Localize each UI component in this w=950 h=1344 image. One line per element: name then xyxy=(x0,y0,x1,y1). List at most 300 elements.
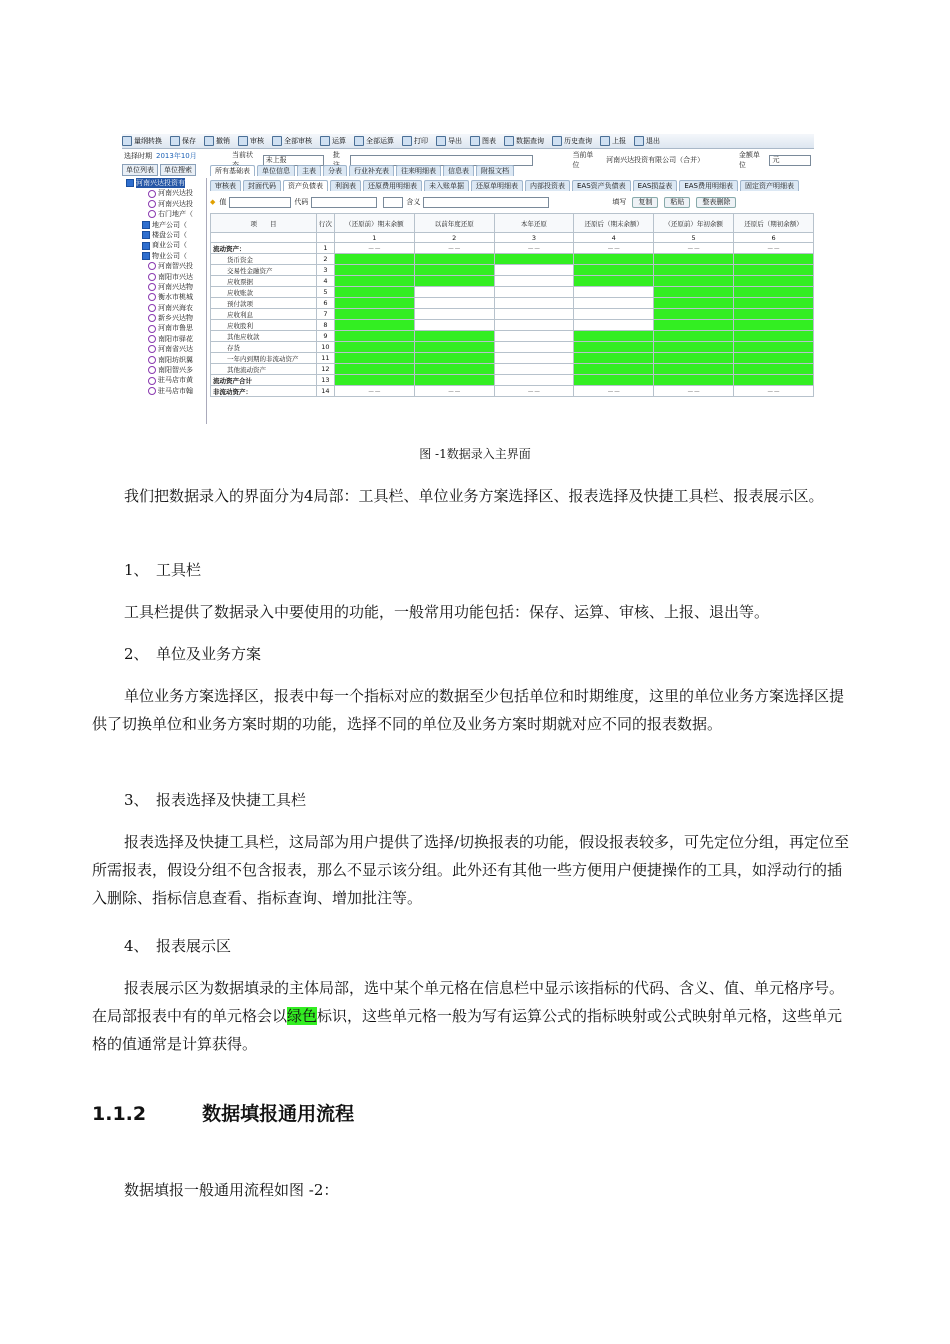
section-unit-plan: 2、 单位及业务方案 xyxy=(124,645,262,663)
grid-cell[interactable] xyxy=(574,254,654,265)
row-label[interactable]: 非流动资产： xyxy=(211,386,317,397)
green-highlight: 绿色 xyxy=(287,1007,318,1025)
row-label[interactable]: 存货 xyxy=(211,342,317,353)
row-label[interactable]: 流动资产： xyxy=(211,243,317,254)
grid-cell[interactable] xyxy=(574,309,654,320)
grid-number-cell[interactable] xyxy=(211,233,317,243)
row-number[interactable]: 5 xyxy=(316,287,334,298)
grid-cell[interactable] xyxy=(654,298,734,309)
note-field[interactable] xyxy=(350,155,534,166)
toolbar xyxy=(122,134,814,149)
grid-cell[interactable] xyxy=(414,309,494,320)
group-icon xyxy=(142,231,150,239)
grid-cell[interactable] xyxy=(334,342,414,353)
report-tab[interactable]: 封面代码 xyxy=(243,180,281,191)
tree-item[interactable] xyxy=(122,334,206,344)
paragraph-report-display xyxy=(92,974,852,1058)
grid-cell[interactable] xyxy=(734,265,814,276)
row-number[interactable]: 4 xyxy=(316,276,334,287)
grid-cell[interactable] xyxy=(654,353,734,364)
tree-label: 河南兴达投 xyxy=(158,189,193,198)
tree-item[interactable] xyxy=(122,292,206,302)
tree-item[interactable] xyxy=(122,386,206,396)
toolbar-button[interactable] xyxy=(634,136,660,146)
row-label[interactable]: 其他流动资产 xyxy=(211,364,317,375)
report-tab[interactable]: 行业补充表 xyxy=(349,165,394,176)
figure-caption: 图 -1数据录入主界面 xyxy=(419,447,531,461)
p5-text-a: 报表展示区为数据填录的主体局部，选中某个单元格在信息栏中显示该指标的代码、含义、值、单元格序号。在局部报表中有的单元格会以 xyxy=(92,979,845,1025)
grid-cell[interactable]: －－ xyxy=(494,243,574,254)
row-number[interactable]: 3 xyxy=(316,265,334,276)
report-tab[interactable]: 单位信息 xyxy=(257,165,295,176)
grid-cell[interactable] xyxy=(574,276,654,287)
grid-header-cell[interactable]: 本年还原 xyxy=(494,214,574,233)
grid-cell[interactable] xyxy=(654,375,734,386)
tree-label: 南阳坊织翼 xyxy=(158,355,193,364)
group-icon xyxy=(142,252,150,260)
grid-cell[interactable] xyxy=(334,309,414,320)
table-row xyxy=(211,276,814,287)
tree-item[interactable] xyxy=(122,220,206,230)
toolbar-icon xyxy=(320,136,330,146)
grid-cell[interactable] xyxy=(654,265,734,276)
toolbar-label: 撤销 xyxy=(216,137,230,145)
grid-header-cell[interactable]: 行次 xyxy=(316,214,334,233)
toolbar-label: 量纲转换 xyxy=(134,137,162,145)
grid-cell[interactable]: －－ xyxy=(654,243,734,254)
grid-cell[interactable] xyxy=(414,254,494,265)
grid-cell[interactable] xyxy=(654,276,734,287)
grid-header-cell[interactable]: （还原前）年初余额 xyxy=(654,214,734,233)
table-row xyxy=(211,353,814,364)
tree-item[interactable] xyxy=(122,240,206,250)
grid-cell[interactable] xyxy=(734,342,814,353)
tree-label: 南阳市兴达 xyxy=(158,272,193,281)
grid-cell[interactable]: －－ xyxy=(414,386,494,397)
toolbar-button[interactable] xyxy=(402,136,428,146)
code-label: 代码 xyxy=(294,198,309,206)
report-tab[interactable]: EAS资产负债表 xyxy=(572,180,631,191)
unit-icon xyxy=(148,273,156,281)
tree-item[interactable] xyxy=(122,323,206,333)
grid-cell[interactable] xyxy=(334,375,414,386)
toolbar-icon xyxy=(470,136,480,146)
status-label: 当前状 xyxy=(232,151,253,159)
grid-cell[interactable]: －－ xyxy=(414,243,494,254)
status-field[interactable]: 未上报 xyxy=(263,155,324,166)
toolbar-icon xyxy=(436,136,446,146)
grid-cell[interactable] xyxy=(414,375,494,386)
row-number[interactable]: 7 xyxy=(316,309,334,320)
unit-icon xyxy=(148,262,156,270)
tree-item[interactable] xyxy=(122,375,206,385)
grid-cell[interactable] xyxy=(654,287,734,298)
toolbar-label: 审核 xyxy=(250,137,264,145)
left-tabs xyxy=(122,164,206,176)
grid-cell[interactable] xyxy=(734,287,814,298)
grid-cell[interactable] xyxy=(734,309,814,320)
row-label[interactable]: 应收账款 xyxy=(211,287,317,298)
grid-cell[interactable] xyxy=(334,353,414,364)
code-field[interactable] xyxy=(311,197,377,208)
report-tab[interactable]: 还原费用明细表 xyxy=(363,180,422,191)
grid-header-cell[interactable]: 以前年度还原 xyxy=(414,214,494,233)
grid-cell[interactable] xyxy=(334,364,414,375)
tree-label: 河南兴达投 xyxy=(158,199,193,208)
value-label: 值 xyxy=(219,198,227,206)
toolbar-label: 运算 xyxy=(332,137,346,145)
paste-button[interactable]: 粘贴 xyxy=(664,197,690,208)
group-icon xyxy=(142,221,150,229)
toolbar-icon xyxy=(170,136,180,146)
grid-header-row xyxy=(211,214,814,233)
grid-cell[interactable] xyxy=(734,331,814,342)
grid-cell[interactable] xyxy=(334,320,414,331)
unit-icon xyxy=(148,210,156,218)
tree-label: 南阳市驿花 xyxy=(158,334,193,343)
toolbar-button[interactable] xyxy=(122,136,162,146)
grid-cell[interactable] xyxy=(414,342,494,353)
grid-cell[interactable] xyxy=(334,276,414,287)
tree-label: 河南智兴投 xyxy=(158,262,193,271)
grid-cell[interactable] xyxy=(414,276,494,287)
report-tab[interactable]: 审核表 xyxy=(210,180,241,191)
grid-cell[interactable] xyxy=(734,276,814,287)
toolbar-icon xyxy=(238,136,248,146)
table-row xyxy=(211,298,814,309)
grid-number-cell[interactable]: 4 xyxy=(574,233,654,243)
report-tab[interactable]: 内部投资表 xyxy=(525,180,570,191)
grid-cell[interactable] xyxy=(414,320,494,331)
row-number[interactable]: 12 xyxy=(316,364,334,375)
value-field[interactable] xyxy=(229,197,291,208)
grid-cell[interactable] xyxy=(334,331,414,342)
grid-cell[interactable] xyxy=(574,375,654,386)
copy-button[interactable]: 复制 xyxy=(632,197,658,208)
toolbar-button[interactable] xyxy=(170,136,196,146)
grid-cell[interactable] xyxy=(654,364,734,375)
period-value[interactable]: 2013年10月 xyxy=(156,152,197,160)
grid-cell[interactable] xyxy=(574,298,654,309)
toolbar-button[interactable] xyxy=(504,136,544,146)
note-label: 批 xyxy=(332,151,340,159)
unit-label: 当前单位 xyxy=(572,151,594,169)
grid-cell[interactable] xyxy=(734,298,814,309)
tree-label: 右门地产（ xyxy=(158,210,193,219)
toolbar-label: 上报 xyxy=(612,137,626,145)
paragraph-toolbar: 工具栏提供了数据录入中要使用的功能，一般常用功能包括：保存、运算、审核、上报、退出等。 xyxy=(124,603,770,621)
period-label: 选择时期 xyxy=(124,152,152,160)
table-row xyxy=(211,287,814,298)
table-row xyxy=(211,320,814,331)
row-number[interactable]: 2 xyxy=(316,254,334,265)
grid-cell[interactable] xyxy=(494,320,574,331)
table-row xyxy=(211,309,814,320)
grid-cell[interactable] xyxy=(334,287,414,298)
group-icon xyxy=(142,242,150,250)
report-tab[interactable]: 未入账单据 xyxy=(424,180,469,191)
report-tabs xyxy=(210,180,801,191)
grid-cell[interactable] xyxy=(574,287,654,298)
grid-cell[interactable] xyxy=(654,342,734,353)
toolbar-label: 图表 xyxy=(482,137,496,145)
unit-icon xyxy=(148,304,156,312)
grid-cell[interactable] xyxy=(414,298,494,309)
grid-cell[interactable] xyxy=(734,320,814,331)
tree-label: 商业公司（ xyxy=(152,241,187,250)
row-label[interactable]: 货币资金 xyxy=(211,254,317,265)
toolbar-icon xyxy=(600,136,610,146)
grid-cell[interactable] xyxy=(734,254,814,265)
toolbar-button[interactable] xyxy=(436,136,462,146)
report-tab[interactable]: 资产负债表 xyxy=(283,180,328,191)
unit-value: 河南兴达投资有限公司（合并） xyxy=(606,156,705,164)
toolbar-button[interactable] xyxy=(354,136,394,146)
grid-cell[interactable] xyxy=(494,276,574,287)
tree-label: 衡水市桃城 xyxy=(158,293,193,302)
grid-cell[interactable] xyxy=(414,265,494,276)
grid-cell[interactable] xyxy=(494,375,574,386)
unit-icon xyxy=(148,356,156,364)
grid-cell[interactable] xyxy=(574,364,654,375)
grid-cell[interactable] xyxy=(734,353,814,364)
paragraph-report-select: 报表选择及快捷工具栏，这局部为用户提供了选择/切换报表的功能，假设报表较多，可先定位分组，再定位至所需报表，假设分组不包含报表，那么不显示该分组。此外还有其他一些方便用户便捷操作的工具，如浮动行的插入删除、指标信息查看、指标查询、增加批注等。 xyxy=(92,833,850,907)
grid-cell[interactable] xyxy=(654,331,734,342)
tree-item[interactable] xyxy=(122,178,206,188)
tree-label: 驻马店市翰 xyxy=(158,386,193,395)
grid-cell[interactable] xyxy=(494,331,574,342)
report-tab[interactable]: 往来明细表 xyxy=(396,165,441,176)
tree-label: 驻马店市黄 xyxy=(158,376,193,385)
paragraph-flow: 数据填报一般通用流程如图 -2： xyxy=(124,1181,339,1199)
row-number[interactable]: 1 xyxy=(316,243,334,254)
tree-label: 南阳智兴多 xyxy=(158,366,193,375)
grid-cell[interactable] xyxy=(574,320,654,331)
grid-cell[interactable] xyxy=(574,331,654,342)
grid-cell[interactable] xyxy=(574,353,654,364)
row-number[interactable]: 11 xyxy=(316,353,334,364)
grid-number-cell[interactable]: 6 xyxy=(734,233,814,243)
grid-number-cell[interactable]: 1 xyxy=(334,233,414,243)
report-tab[interactable]: 附报文档 xyxy=(476,165,514,176)
tree-item[interactable] xyxy=(122,272,206,282)
tree-label: 楼盘公司（ xyxy=(152,230,187,239)
row-label[interactable]: 交易性金融资产 xyxy=(211,265,317,276)
grid-number-cell[interactable]: 3 xyxy=(494,233,574,243)
grid-cell[interactable] xyxy=(334,298,414,309)
grid-number-row xyxy=(211,233,814,243)
unit-icon xyxy=(148,345,156,353)
tree-item[interactable] xyxy=(122,199,206,209)
tree-item[interactable] xyxy=(122,303,206,313)
grid-cell[interactable] xyxy=(414,364,494,375)
row-label[interactable]: 一年内到期的非流动资产 xyxy=(211,353,317,364)
unit-icon xyxy=(148,377,156,385)
tab-unit-search[interactable]: 单位搜索 xyxy=(160,164,196,176)
tree-item[interactable] xyxy=(122,344,206,354)
toolbar-button[interactable] xyxy=(238,136,264,146)
row-number[interactable]: 9 xyxy=(316,331,334,342)
row-number[interactable]: 8 xyxy=(316,320,334,331)
amount-unit-label: 金额单位 xyxy=(738,151,760,169)
grid-cell[interactable] xyxy=(494,287,574,298)
tree-label: 河南兴达投资有 xyxy=(136,179,185,187)
grid-cell[interactable] xyxy=(734,364,814,375)
toolbar-button[interactable] xyxy=(204,136,230,146)
table-row xyxy=(211,386,814,397)
tree-item[interactable] xyxy=(122,261,206,271)
table-row xyxy=(211,364,814,375)
grid-cell[interactable] xyxy=(414,287,494,298)
report-tab[interactable]: 信息表 xyxy=(443,165,474,176)
section-report-select: 3、 报表选择及快捷工具栏 xyxy=(124,791,307,809)
grid-header-cell[interactable]: 还原后（期末余额） xyxy=(574,214,654,233)
grid-cell[interactable] xyxy=(494,254,574,265)
row-label[interactable]: 流动资产合计 xyxy=(211,375,317,386)
grid-number-cell[interactable]: 2 xyxy=(414,233,494,243)
report-group-tabs xyxy=(210,165,516,176)
toolbar-icon xyxy=(552,136,562,146)
toolbar-button[interactable] xyxy=(600,136,626,146)
unit-icon xyxy=(148,387,156,395)
unit-icon xyxy=(148,335,156,343)
row-label[interactable]: 预付款项 xyxy=(211,298,317,309)
formula-bar xyxy=(210,196,736,208)
tree-label: 河南兴达物 xyxy=(158,282,193,291)
grid-cell[interactable] xyxy=(334,265,414,276)
unit-tree xyxy=(122,178,207,424)
unit-icon xyxy=(148,190,156,198)
section-toolbar: 1、 工具栏 xyxy=(124,561,202,579)
tree-item[interactable] xyxy=(122,230,206,240)
unit-icon xyxy=(148,293,156,301)
toolbar-icon xyxy=(204,136,214,146)
grid-header-cell[interactable]: 还原后（期初余额） xyxy=(734,214,814,233)
grid-cell[interactable] xyxy=(494,298,574,309)
grid-cell[interactable]: －－ xyxy=(334,243,414,254)
grid-cell[interactable] xyxy=(494,353,574,364)
tree-item[interactable] xyxy=(122,313,206,323)
tree-item[interactable] xyxy=(122,365,206,375)
table-row xyxy=(211,265,814,276)
grid-cell[interactable]: －－ xyxy=(574,243,654,254)
report-grid xyxy=(210,213,814,397)
row-label[interactable]: 其他应收款 xyxy=(211,331,317,342)
grid-cell[interactable] xyxy=(654,320,734,331)
tree-item[interactable] xyxy=(122,355,206,365)
grid-header-cell[interactable]: 项 目 xyxy=(211,214,317,233)
p5-text-b: 标识，这些单元格一般为写有运算公式的指标映射或公式映射单元格，这些单元格的值通常是计算获得。 xyxy=(92,1007,843,1053)
table-row xyxy=(211,342,814,353)
toolbar-label: 历史查询 xyxy=(564,137,592,145)
grid-cell[interactable] xyxy=(494,342,574,353)
meaning-field[interactable] xyxy=(423,197,549,208)
grid-header-cell[interactable]: （还原前）期末余额 xyxy=(334,214,414,233)
report-tab[interactable]: 固定资产明细表 xyxy=(740,180,799,191)
row-number[interactable]: 13 xyxy=(316,375,334,386)
delete-table-button[interactable]: 整表删除 xyxy=(696,197,736,208)
paragraph-intro: 我们把数据录入的界面分为4局部：工具栏、单位业务方案选择区、报表选择及快捷工具栏、报表展示区。 xyxy=(124,487,824,505)
row-number[interactable]: 10 xyxy=(316,342,334,353)
grid-number-cell[interactable]: 5 xyxy=(654,233,734,243)
heading-number: 1.1.2 xyxy=(92,1103,147,1125)
toolbar-button[interactable] xyxy=(272,136,312,146)
toolbar-icon xyxy=(272,136,282,146)
table-row xyxy=(211,254,814,265)
row-label[interactable]: 应收股利 xyxy=(211,320,317,331)
toolbar-label: 全部运算 xyxy=(366,137,394,145)
toolbar-icon xyxy=(634,136,644,146)
grid-number-cell[interactable] xyxy=(316,233,334,243)
row-number[interactable]: 6 xyxy=(316,298,334,309)
grid-cell[interactable] xyxy=(654,254,734,265)
grid-cell[interactable] xyxy=(654,309,734,320)
grid-cell[interactable] xyxy=(414,353,494,364)
grid-cell[interactable] xyxy=(494,309,574,320)
grid-cell[interactable] xyxy=(494,265,574,276)
toolbar-button[interactable] xyxy=(320,136,346,146)
grid-cell[interactable]: －－ xyxy=(734,243,814,254)
grid-cell[interactable] xyxy=(574,342,654,353)
toolbar-button[interactable] xyxy=(470,136,496,146)
toolbar-label: 导出 xyxy=(448,137,462,145)
group-icon xyxy=(126,179,134,187)
toolbar-icon xyxy=(354,136,364,146)
report-tab[interactable]: 还原单明细表 xyxy=(471,180,523,191)
grid-cell[interactable]: －－ xyxy=(734,386,814,397)
row-label[interactable]: 应收票据 xyxy=(211,276,317,287)
grid-cell[interactable] xyxy=(494,364,574,375)
data-entry-screenshot xyxy=(122,134,814,424)
grid-cell[interactable] xyxy=(574,265,654,276)
report-tab[interactable]: 利润表 xyxy=(330,180,361,191)
amount-unit-field[interactable]: 元 xyxy=(769,155,811,166)
grid-cell[interactable]: －－ xyxy=(574,386,654,397)
table-row xyxy=(211,375,814,386)
report-tab[interactable]: EAS损益表 xyxy=(633,180,678,191)
fill-label[interactable]: 填写 xyxy=(612,198,627,206)
row-label[interactable]: 应收利息 xyxy=(211,309,317,320)
toolbar-label: 数据查询 xyxy=(516,137,544,145)
tree-item[interactable] xyxy=(122,251,206,261)
tree-label: 地产公司（ xyxy=(152,220,187,229)
paragraph-unit-plan: 单位业务方案选择区，报表中每一个指标对应的数据至少包括单位和时期维度，这里的单位业务方案选择区提供了切换单位和业务方案时期的功能，选择不同的单位及业务方案时期就对应不同的报表数据。 xyxy=(92,687,845,733)
tab-unit-list[interactable]: 单位列表 xyxy=(122,164,158,176)
report-tab[interactable]: 主表 xyxy=(297,165,321,176)
report-tab[interactable]: 所有基础表 xyxy=(210,165,255,176)
code-extra-field[interactable] xyxy=(383,197,403,208)
row-number[interactable]: 14 xyxy=(316,386,334,397)
grid-cell[interactable] xyxy=(414,331,494,342)
grid-cell[interactable]: －－ xyxy=(494,386,574,397)
grid-cell[interactable]: －－ xyxy=(654,386,734,397)
toolbar-icon xyxy=(402,136,412,146)
report-tab[interactable]: EAS费用明细表 xyxy=(679,180,738,191)
tree-item[interactable] xyxy=(122,282,206,292)
report-tab[interactable]: 分表 xyxy=(323,165,347,176)
unit-icon xyxy=(148,314,156,322)
grid-cell[interactable] xyxy=(334,254,414,265)
grid-cell[interactable] xyxy=(734,375,814,386)
tree-item[interactable] xyxy=(122,209,206,219)
toolbar-button[interactable] xyxy=(552,136,592,146)
grid-cell[interactable]: －－ xyxy=(334,386,414,397)
toolbar-label: 退出 xyxy=(646,137,660,145)
tree-item[interactable] xyxy=(122,188,206,198)
tree-label: 河南兴海农 xyxy=(158,303,193,312)
section-heading xyxy=(92,1099,354,1126)
table-row xyxy=(211,243,814,254)
